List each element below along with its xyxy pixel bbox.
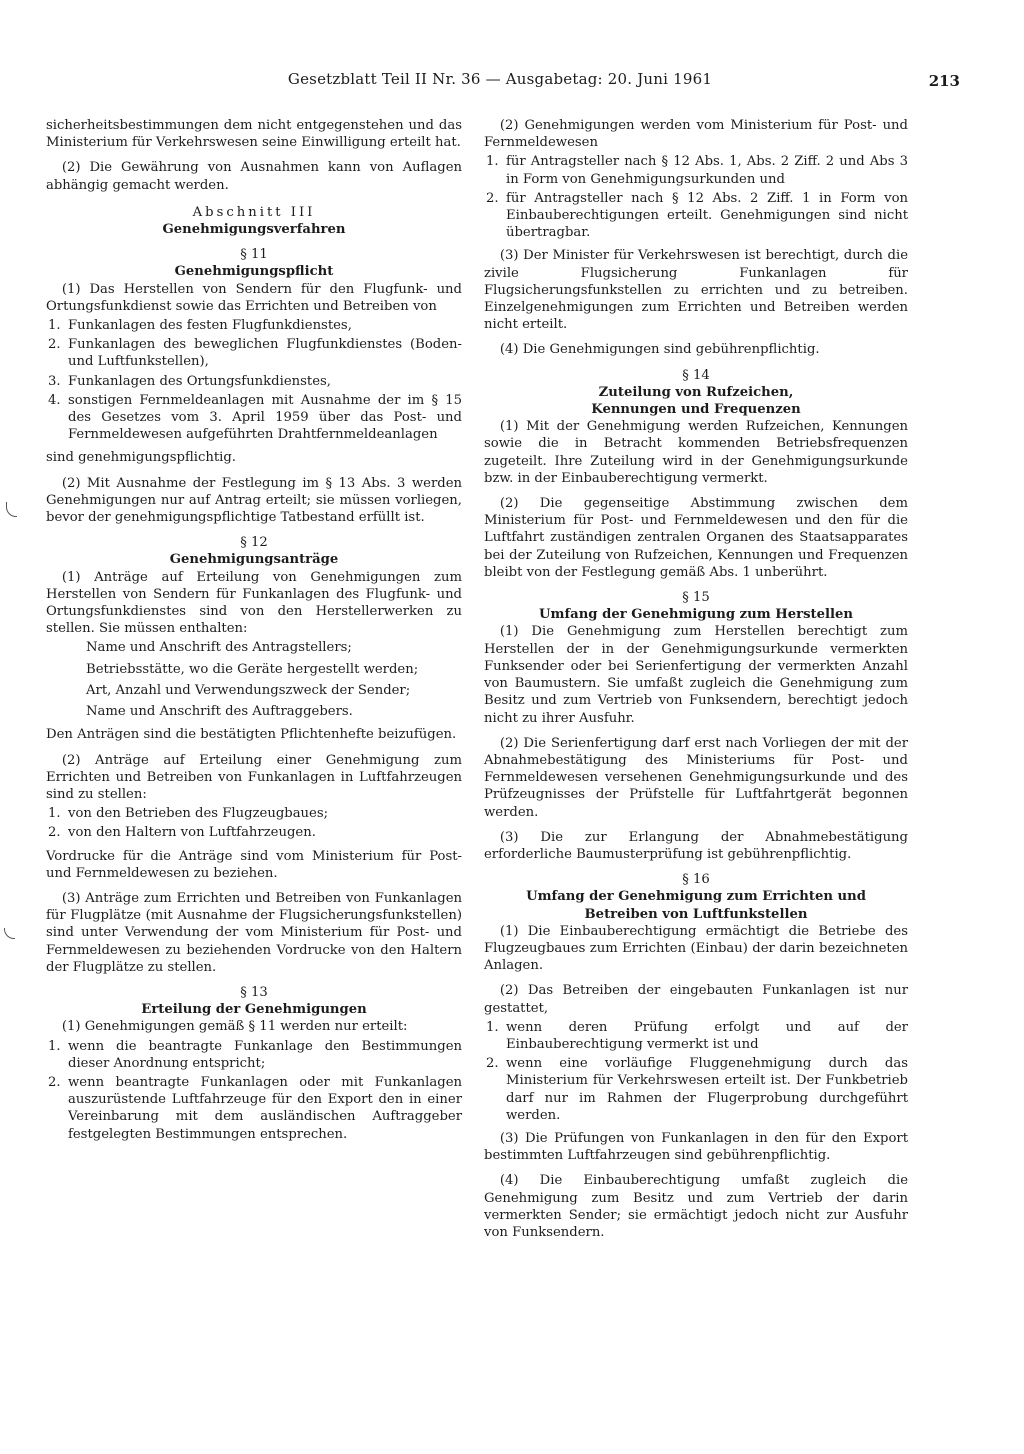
paragraph-number: § 14: [682, 367, 710, 383]
list-item: 2. wenn eine vorläufige Fluggenehmigung durch das Ministerium für Verkehrswesen erteilt ist. Der Funkbetrieb darf nur im Rahmen der Flugerprobung durchgeführt werden.: [486, 1056, 908, 1123]
paragraph: (1) Genehmigungen gemäß § 11 werden nur erteilt:: [61, 1019, 408, 1035]
paragraph-title: Zuteilung von Rufzeichen,: [598, 384, 794, 400]
page-number: 213: [928, 72, 960, 90]
enumeration: [46, 805, 462, 841]
enumeration: [484, 1019, 908, 1124]
list-item: Betriebsstätte, wo die Geräte hergestellt werden;: [86, 661, 419, 677]
paragraph: (1) Anträge auf Erteilung von Genehmigungen zum Herstellen von Sendern für Funkanlagen des Flugfunk- und Ortungsfunkdienstes sind von den Herstellerwerken zu stellen. Sie müssen enthalten:: [46, 569, 462, 637]
paragraph-title: Umfang der Genehmigung zum Herstellen: [539, 607, 853, 623]
paragraph-title: Betreiben von Luftfunkstellen: [584, 906, 808, 922]
paragraph: (2) Mit Ausnahme der Festlegung im § 13 Abs. 3 werden Genehmigungen nur auf Antrag erteilt; sie müssen vorliegen, bevor der genehmigungspflichtige Tatbestand erfüllt ist.: [46, 475, 462, 526]
paragraph: (2) Anträge auf Erteilung einer Genehmigung zum Errichten und Betreiben von Funkanlagen in Luftfahrzeugen sind zu stellen:: [46, 752, 462, 802]
paragraph: (2) Die Gewährung von Ausnahmen kann von Auflagen abhängig gemacht werden.: [46, 160, 462, 193]
enumeration: [484, 153, 908, 241]
paragraph-title: Genehmigungsanträge: [169, 552, 339, 568]
enumeration: [46, 317, 462, 443]
paragraph: (4) Die Genehmigungen sind gebührenpflichtig.: [499, 342, 820, 358]
enumeration: [46, 1038, 462, 1143]
list-item: Name und Anschrift des Antragstellers;: [86, 640, 352, 656]
paragraph: (3) Anträge zum Errichten und Betreiben von Funkanlagen für Flugplätze (mit Ausnahme der Flugsicherungsfunkstellen) sind unter Verwendung der vom Ministerium für Post- und Fernmeldewesen zu beziehenden Vordrucke von den Haltern der Flugplätze zu stellen.: [46, 890, 462, 975]
paragraph: (4) Die Einbauberechtigung umfaßt zugleich die Genehmigung zum Besitz und zum Vertrieb der darin vermerkten Sender; sie ermächtigt jedoch nicht zur Ausfuhr von Funksendern.: [484, 1173, 908, 1240]
paragraph: sind genehmigungspflichtig.: [46, 450, 236, 466]
paragraph-title: Umfang der Genehmigung zum Errichten und: [526, 889, 866, 905]
left-column: [46, 117, 462, 1149]
list-item: 1. wenn die beantragte Funkanlage den Bestimmungen dieser Anordnung entspricht;: [48, 1038, 462, 1071]
section-heading: Abschnitt III: [192, 204, 316, 220]
paragraph: (1) Das Herstellen von Sendern für den Flugfunk- und Ortungsfunkdienst sowie das Errichten und Betreiben von: [46, 281, 462, 314]
list-item: 1. für Antragsteller nach § 12 Abs. 1, Abs. 2 Ziff. 2 und Abs 3 in Form von Genehmigungsurkunden und: [486, 154, 908, 187]
list-item: Name und Anschrift des Auftraggebers.: [86, 704, 353, 720]
paragraph: (3) Der Minister für Verkehrswesen ist berechtigt, durch die zivile Flugsicherung Funkanlagen für Flugsicherungsfunkstellen zu errichten und zu betreiben. Einzelgenehmigungen zum Errichten und Betreiben werden nicht erteilt.: [484, 248, 908, 333]
paragraph: (2) Die gegenseitige Abstimmung zwischen dem Ministerium für Post- und Fernmeldewesen und den für die Luftfahrt zuständigen zentralen Organen des Staatsapparates bei der Zuteilung von Rufzeichen, Kennungen und Frequenzen bleibt von der Festlegung gemäß Abs. 1 unberührt.: [484, 496, 908, 580]
paragraph: (1) Die Genehmigung zum Herstellen berechtigt zum Herstellen der in der Genehmigungsurkunde vermerkten Funksender oder bei Serienfertigung der vermerkten Anzahl von Baumustern. Sie umfaßt zugleich die Genehmigung zum Besitz und zum Vertrieb von Funksendern, berechtigt jedoch nicht zu ihrer Ausfuhr.: [484, 624, 908, 726]
paragraph: sicherheitsbestimmungen dem nicht entgegenstehen und das Ministerium für Verkehrswesen seine Einwilligung erteilt hat.: [46, 118, 462, 151]
right-column: [484, 117, 908, 1249]
paragraph: (1) Die Einbauberechtigung ermächtigt die Betriebe des Flugzeugbaues zum Errichten (Einbau) der darin bezeichneten Anlagen.: [484, 923, 908, 974]
list-item: 1. Funkanlagen des festen Flugfunkdienstes,: [48, 318, 352, 334]
header-title: Gesetzblatt Teil II Nr. 36 — Ausgabetag: 20. Juni 1961: [287, 70, 713, 88]
paragraph-title: Genehmigungspflicht: [174, 264, 334, 280]
list-item: 2. für Antragsteller nach § 12 Abs. 2 Ziff. 1 in Form von Einbauberechtigungen erteilt. Genehmigungen sind nicht übertragbar.: [486, 190, 908, 241]
margin-mark: [4, 928, 15, 939]
paragraph: (2) Das Betreiben der eingebauten Funkanlagen ist nur gestattet,: [484, 983, 908, 1016]
paragraph: (1) Mit der Genehmigung werden Rufzeichen, Kennungen sowie die in Betracht kommenden Betriebsfrequenzen zugeteilt. Ihre Zuteilung wird in der Genehmigungsurkunde bzw. in der Einbauberechtigung vermerkt.: [484, 419, 908, 486]
page-header: [40, 70, 960, 96]
paragraph: (3) Die Prüfungen von Funkanlagen in den für den Export bestimmten Luftfahrzeugen sind gebührenpflichtig.: [484, 1130, 908, 1164]
paragraph-number: § 12: [240, 535, 268, 551]
list-item: 4. sonstigen Fernmeldeanlagen mit Ausnahme der im § 15 des Gesetzes vom 3. April 1959 über das Post- und Fernmeldewesen aufgeführten Drahtfernmeldeanlagen: [48, 392, 462, 443]
paragraph: (2) Die Serienfertigung darf erst nach Vorliegen der mit der Abnahmebestätigung des Ministeriums für Post- und Fernmeldewesen versehenen Genehmigungsurkunde und des Prüfzeugnisses der Prüfstelle für Luftfahrtgerät begonnen werden.: [484, 735, 908, 820]
list-item: 1. wenn deren Prüfung erfolgt und auf der Einbauberechtigung vermerkt ist und: [486, 1019, 908, 1052]
section-title: Genehmigungsverfahren: [162, 222, 346, 238]
paragraph: (3) Die zur Erlangung der Abnahmebestätigung erforderliche Baumusterprüfung ist gebührenpflichtig.: [484, 829, 908, 862]
paragraph-number: § 16: [682, 872, 710, 888]
list-item: Art, Anzahl und Verwendungszweck der Sender;: [86, 682, 411, 698]
list-item: 2. Funkanlagen des beweglichen Flugfunkdienstes (Boden- und Luftfunkstellen),: [48, 337, 462, 370]
list-item: 1. von den Betrieben des Flugzeugbaues;: [48, 806, 329, 822]
paragraph: Vordrucke für die Anträge sind vom Ministerium für Post- und Fernmeldewesen zu beziehen.: [46, 848, 462, 881]
paragraph-number: § 11: [240, 247, 268, 263]
list-item: 3. Funkanlagen des Ortungsfunkdienstes,: [48, 373, 331, 389]
list-item: 2. von den Haltern von Luftfahrzeugen.: [48, 825, 316, 841]
paragraph-title: Erteilung der Genehmigungen: [141, 1002, 367, 1018]
paragraph: Den Anträgen sind die bestätigten Pflichtenhefte beizufügen.: [46, 727, 457, 743]
list-item: 2. wenn beantragte Funkanlagen oder mit Funkanlagen auszurüstende Luftfahrzeuge für den Export den in einer Vereinbarung mit dem ausländischen Auftraggeber festgelegten Bestimmungen entsprechen.: [48, 1074, 462, 1142]
margin-mark: [6, 502, 17, 517]
paragraph-title: Kennungen und Frequenzen: [591, 402, 801, 418]
required-contents-list: [86, 639, 462, 720]
paragraph-number: § 15: [682, 590, 710, 606]
paragraph: (2) Genehmigungen werden vom Ministerium für Post- und Fernmeldewesen: [484, 118, 908, 151]
paragraph-number: § 13: [240, 984, 268, 1000]
